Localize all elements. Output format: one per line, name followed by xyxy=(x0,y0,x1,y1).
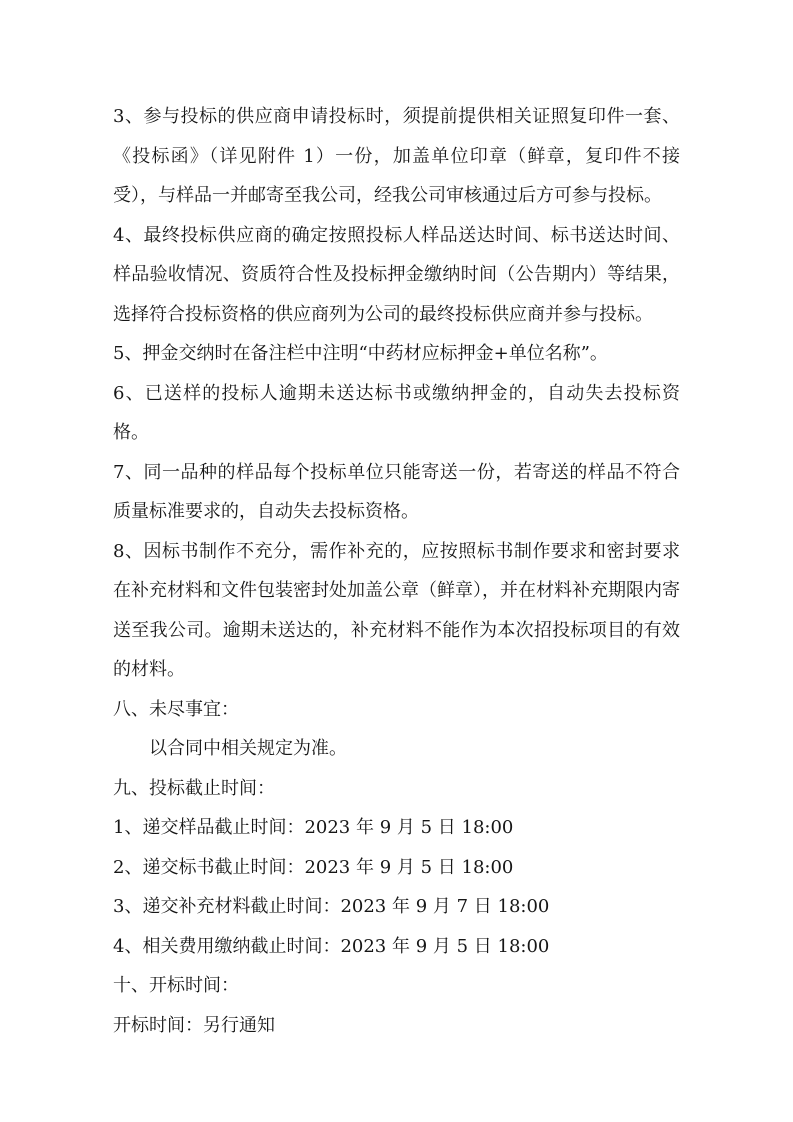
paragraph-9: 九、投标截止时间： xyxy=(113,777,275,799)
paragraph-14: 十、开标时间： xyxy=(113,975,239,996)
paragraph-7: 八、未尽事宜： xyxy=(113,698,239,720)
paragraph-15: 开标时间：另行通知 xyxy=(113,1014,275,1036)
paragraph-2: 4、最终投标供应商的确定按照投标人样品送达时间、标书送达时间、样品验收情况、资质符合性及投标押金缴纳时间（公告期内）等结果，选择符合投标资格的供应商列为公司的最终投标供应商并参与投标。 xyxy=(113,224,680,325)
paragraph-10: 1、递交样品截止时间：2023 年 9 月 5 日 18:00 xyxy=(113,817,514,838)
paragraph-6: 8、因标书制作不充分，需作补充的，应按照标书制作要求和密封要求在补充材料和文件包装密封处加盖公章（鲜章），并在材料补充期限内寄送至我公司。逾期未送达的，补充材料不能作为本次招投标项目的有效的材料。 xyxy=(113,540,680,680)
paragraph-12: 3、递交补充材料截止时间：2023 年 9 月 7 日 18:00 xyxy=(113,896,550,917)
paragraph-11: 2、递交标书截止时间：2023 年 9 月 5 日 18:00 xyxy=(113,856,514,878)
paragraph-5: 7、同一品种的样品每个投标单位只能寄送一份，若寄送的样品不符合质量标准要求的，自动失去投标资格。 xyxy=(113,461,680,522)
document-body xyxy=(113,97,680,1045)
paragraph-8: 以合同中相关规定为准。 xyxy=(149,738,347,759)
paragraph-1: 3、参与投标的供应商申请投标时，须提前提供相关证照复印件一套、《投标函》（详见附件 1）一份，加盖单位印章（鲜章，复印件不接受），与样品一并邮寄至我公司，经我公司审核通过后方可参与投标。 xyxy=(113,106,680,206)
paragraph-3: 5、押金交纳时在备注栏中注明“中药材应标押金+单位名称”。 xyxy=(113,343,608,364)
paragraph-13: 4、相关费用缴纳截止时间：2023 年 9 月 5 日 18:00 xyxy=(113,935,550,957)
paragraph-4: 6、已送样的投标人逾期未送达标书或缴纳押金的，自动失去投标资格。 xyxy=(113,382,680,443)
